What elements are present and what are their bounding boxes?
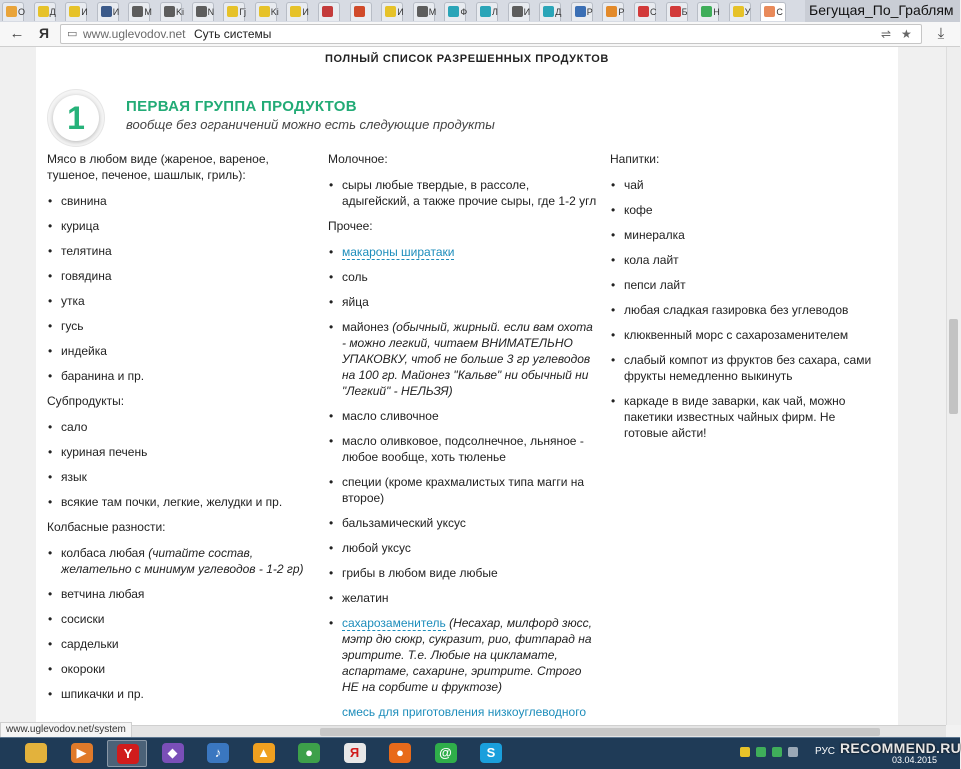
group-number-badge [48,90,104,146]
tab-favicon-icon [322,6,333,17]
browser-tab[interactable] [539,2,561,21]
list-item: • ветчина любая [47,586,309,602]
browser-tab[interactable] [508,2,530,21]
group-subtitle: вообще без ограничений можно есть следующие продукты [126,117,495,132]
chrome-icon: ● [298,743,320,763]
tab-label: С [776,7,783,17]
tab-label: Ф [460,7,468,17]
list-item: • клюквенный морс с сахарозаменителем [610,327,882,343]
skype-icon: S [480,743,502,763]
yandex-browser-icon: Y [117,744,139,764]
page-heading: ПОЛНЫЙ СПИСОК РАЗРЕШЕННЫХ ПРОДУКТОВ [325,53,609,65]
drinks-list [610,177,882,441]
page-icon: ▭ [67,28,78,40]
speaker-icon: ♪ [207,743,229,763]
list-item: • сардельки [47,636,309,652]
sausage-list [47,545,309,702]
list-item: • масло сливочное [328,408,598,424]
tab-label: N [207,7,215,17]
browser-tab[interactable] [666,2,688,21]
tab-label: У [744,7,751,17]
tab-label: Д [555,7,562,17]
sausage-first-note: (читайте состав, желательно с минимум углеводов - 1-2 гр) [61,546,304,576]
tab-label: И [81,7,88,17]
list-item: • свинина [47,193,309,209]
translate-icon[interactable]: ⇌ [881,27,892,41]
tray-network-icon[interactable] [788,747,798,757]
tab-label: Ki [176,7,185,17]
watermark: RECOMMEND.RU [840,740,961,756]
tab-favicon-icon [101,6,112,17]
tab-favicon-icon [354,6,365,17]
tray-update-icon[interactable] [756,747,766,757]
list-item: • куриная печень [47,444,309,460]
tab-favicon-icon [606,6,617,17]
list-item: • кола лайт [610,252,882,268]
tab-label: Л [492,7,498,17]
sausage-first: колбаса любая [61,546,145,560]
browser-tab[interactable] [160,2,185,21]
browser-tab[interactable] [97,2,119,21]
browser-tab[interactable] [350,2,372,21]
vertical-scrollbar[interactable] [946,47,961,725]
media-player-icon: ▶ [71,743,93,763]
tab-favicon-icon [6,6,17,17]
taskbar-yandex-browser[interactable] [107,740,147,767]
taskbar-visual-studio[interactable] [153,740,193,767]
list-item: • любая сладкая газировка без углеводов [610,302,882,318]
tab-favicon-icon [701,6,712,17]
mix-link[interactable]: смесь для приготовления низкоуглеводного [342,705,587,719]
browser-tab[interactable] [571,2,593,21]
tray-security-icon[interactable] [772,747,782,757]
back-arrow-icon[interactable]: ← [9,25,25,42]
firefox-icon: ● [389,743,411,763]
shirataki-link[interactable]: макароны ширатаки [342,245,455,259]
meat-list [47,193,309,384]
tab-label: М [428,7,437,17]
list-item: • всякие там почки, легкие, желудки и пр. [47,494,309,510]
group-title: ПЕРВАЯ ГРУППА ПРОДУКТОВ [126,98,357,115]
tab-favicon-icon [575,6,586,17]
list-item: • масло оливковое, подсолнечное, льняное - любое вообще, хоть тюленье [328,433,598,465]
dairy-list [328,177,598,209]
tab-favicon-icon [227,6,238,17]
list-item: • говядина [47,268,309,284]
tab-favicon-icon [132,6,143,17]
tray-notification-icon[interactable] [740,747,750,757]
system-tray [700,738,960,769]
tab-label: С [650,7,657,17]
taskbar-aimp[interactable] [244,740,284,767]
clock-date[interactable]: 03.04.2015 [892,755,938,765]
taskbar-media-player[interactable] [62,740,102,767]
list-item: • индейка [47,343,309,359]
list-item: • телятина [47,243,309,259]
list-item: • каркаде в виде заварки, как чай, можно пакетики известных чайных фирм. Не готовые айсти! [610,393,882,441]
dairy-title: Молочное: [328,152,388,166]
browser-tab[interactable] [34,2,56,21]
tab-label: Б [681,7,688,17]
offal-list [47,419,309,510]
list-item: • шпикачки и пр. [47,686,309,702]
tab-favicon-icon [764,6,775,17]
window-title: Бегущая_По_Граблям [805,0,960,22]
list-item [328,704,598,720]
visual-studio-icon: ◆ [162,743,184,763]
list-item: • минералка [610,227,882,243]
download-icon[interactable]: ⤓ [937,25,945,42]
other-list [328,244,598,720]
page-viewport [0,47,960,725]
sausage-title: Колбасные разности: [47,520,166,534]
tab-favicon-icon [164,6,175,17]
url-host: www.uglevodov.net [83,27,186,41]
browser-tab[interactable] [192,2,214,21]
group-number: 1 [53,95,99,141]
taskbar [0,737,960,769]
drinks-title: Напитки: [610,152,660,166]
at-app-icon: @ [435,743,457,763]
tab-favicon-icon [38,6,49,17]
tab-favicon-icon [543,6,554,17]
aimp-icon: ▲ [253,743,275,763]
browser-tab[interactable] [381,2,403,21]
taskbar-speaker[interactable] [198,740,238,767]
taskbar-skype[interactable] [471,740,511,767]
list-item: • желатин [328,590,598,606]
start-button[interactable] [16,740,56,767]
browser-tab[interactable] [128,2,150,21]
list-item: • сыры любые твердые, в рассоле, адыгейский, а также прочие сыры, где 1-2 угл [328,177,598,209]
tab-label: М [144,7,152,17]
list-item: • бальзамический уксус [328,515,598,531]
meat-title: Мясо в любом виде (жареное, вареное, тушеное, печеное, шашлык, гриль): [47,152,269,182]
taskbar-chrome[interactable] [289,740,329,767]
tab-label: Д [49,7,56,17]
bookmark-star-icon[interactable]: ★ [901,27,912,41]
folder-icon [25,743,47,763]
column-meat [47,151,309,711]
tab-favicon-icon [259,6,270,17]
tab-label: О [18,7,26,17]
browser-tab[interactable] [634,2,656,21]
browser-tab[interactable] [318,2,340,21]
browser-tab[interactable] [729,2,751,21]
tab-label: Н [713,7,720,17]
browser-tab[interactable] [413,2,435,21]
navigation-bar [0,22,960,47]
tab-favicon-icon [638,6,649,17]
tab-favicon-icon [69,6,80,17]
list-item [328,244,598,260]
browser-tab[interactable] [65,2,87,21]
list-item: • грибы в любом виде любые [328,565,598,581]
list-item [328,615,598,695]
column-dairy-other [328,151,598,729]
taskbar-yandex[interactable] [335,740,375,767]
other-title: Прочее: [328,219,373,233]
browser-tab[interactable] [476,2,498,21]
tab-label: И [397,7,404,17]
browser-tab[interactable] [444,2,466,21]
mayo: майонез [342,320,389,334]
tab-label: Р [586,7,593,17]
browser-tab[interactable] [697,2,719,21]
tab-favicon-icon [512,6,523,17]
vertical-scroll-thumb[interactable] [949,319,958,414]
list-item: • курица [47,218,309,234]
list-item: • сало [47,419,309,435]
browser-tab[interactable] [286,2,308,21]
tab-label: И [302,7,309,17]
list-item: • утка [47,293,309,309]
status-url: www.uglevodov.net/system [0,722,132,739]
list-item: • слабый компот из фруктов без сахара, сами фрукты немедленно выкинуть [610,352,882,384]
tab-favicon-icon [290,6,301,17]
article [36,47,898,725]
sweetener-note: (Несахар, милфорд зюсс, мэтр дю сюкр, сукразит, рио, фитпарад на эритрите. Т.е. Любые на цикламате, аспартаме, сахарине, эритрите. Строго НЕ на сорбите и фруктозе) [342,616,592,694]
tab-label: И [112,7,120,17]
sweetener-link[interactable]: сахарозаменитель [342,616,446,630]
taskbar-firefox[interactable] [380,740,420,767]
tab-favicon-icon [385,6,396,17]
url-page-title: Суть системы [194,27,272,41]
browser-tab[interactable] [223,2,245,21]
mayo-note: (обычный, жирный. если вам охота - можно легкий, читаем ВНИМАТЕЛЬНО УПАКОВКУ, чтоб не больше 3 гр углеводов на 100 гр. Майонез "Кальве" ни обычный ни "Легкий" - НЕЛЬЗЯ) [342,320,593,398]
column-drinks [610,151,882,450]
list-item: • соль [328,269,598,285]
list-item: • специи (кроме крахмалистых типа магги на второе) [328,474,598,506]
taskbar-at-app[interactable] [426,740,466,767]
browser-tab[interactable] [602,2,624,21]
list-item: • сосиски [47,611,309,627]
list-item: • яйца [328,294,598,310]
browser-tab[interactable] [2,2,24,21]
tab-label: И [523,7,531,17]
tab-favicon-icon [196,6,207,17]
list-item: • баранина и пр. [47,368,309,384]
list-item: • кофе [610,202,882,218]
yandex-button[interactable]: Я [38,25,50,41]
tab-favicon-icon [417,6,428,17]
list-item [47,545,309,577]
tab-label: Ki [270,7,279,17]
list-item: • чай [610,177,882,193]
tab-favicon-icon [670,6,681,17]
yandex-icon: Я [344,743,366,763]
address-bar[interactable] [60,24,922,44]
horizontal-scroll-thumb[interactable] [320,728,880,736]
tab-favicon-icon [480,6,491,17]
list-item: • любой уксус [328,540,598,556]
language-indicator[interactable]: РУС [815,746,836,757]
list-item [328,319,598,399]
list-item: • язык [47,469,309,485]
browser-tab[interactable] [760,2,786,21]
tab-label: Р [618,7,625,17]
browser-tab[interactable] [255,2,277,21]
tab-label: Гј [239,7,247,17]
offal-title: Субпродукты: [47,394,125,408]
list-item: • окороки [47,661,309,677]
list-item: • пепси лайт [610,277,882,293]
tab-favicon-icon [448,6,459,17]
list-item: • гусь [47,318,309,334]
tab-favicon-icon [733,6,744,17]
